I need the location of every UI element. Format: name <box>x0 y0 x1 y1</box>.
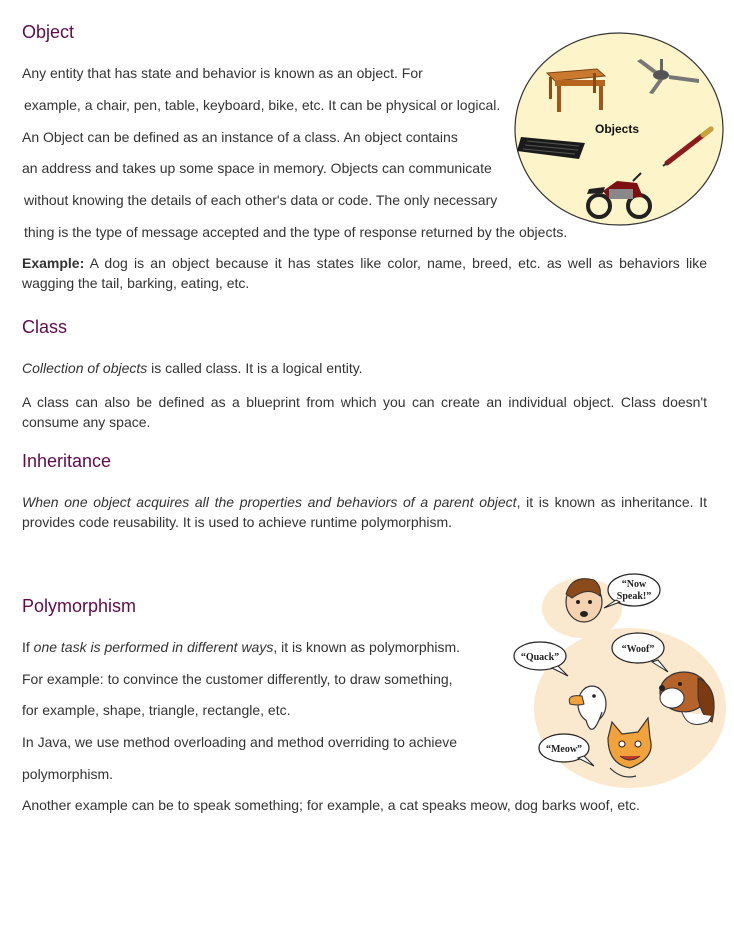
poly-line-4: In Java, we use method overloading and method overriding to achieve <box>22 734 458 750</box>
poly-l1-rest: , it is known as polymorphism. <box>273 639 461 655</box>
polymorphism-heading: Polymorphism <box>22 596 137 616</box>
poly-line-2: For example: to convince the customer differently, to draw something, <box>22 671 453 687</box>
meow-text: “Meow” <box>545 744 583 755</box>
class-p1-rest: is called class. It is a logical entity. <box>147 360 363 376</box>
object-line-4: an address and takes up some space in memory. Objects can communicate <box>22 160 492 176</box>
inheritance-heading: Inheritance <box>22 451 112 471</box>
object-line-3: An Object can be defined as an instance of a class. An object contains <box>22 129 458 145</box>
now-speak-line-2: Speak!” <box>616 591 652 602</box>
poly-l1-pre: If <box>22 639 34 655</box>
now-speak-line-1: “Now <box>621 579 647 590</box>
poly-line-3: for example, shape, triangle, rectangle, etc. <box>22 702 291 718</box>
object-example <box>22 253 707 293</box>
class-italic: Collection of objects <box>22 360 148 376</box>
class-paragraph-2: A class can also be defined as a blueprint from which you can create an individual object. Class doesn't consume any space. <box>22 394 707 430</box>
object-line-5: without knowing the details of each other's data or code. The only necessary <box>24 192 498 208</box>
now-speak-bubble <box>604 574 660 608</box>
class-heading: Class <box>22 317 68 337</box>
example-text: A dog is an object because it has states like color, name, breed, etc. as well as behaviors like wagging the tail, barking, eating, etc. <box>22 255 707 291</box>
inheritance-paragraph <box>22 492 707 532</box>
object-line-6: thing is the type of message accepted and the type of response returned by the objects. <box>24 224 568 240</box>
person-face-icon <box>566 579 602 622</box>
poly-line-6: Another example can be to speak something; for example, a cat speaks meow, dog barks woof, etc. <box>22 797 640 813</box>
poly-line-5: polymorphism. <box>22 766 114 782</box>
object-heading: Object <box>22 22 75 42</box>
poly-l1-italic: one task is performed in different ways <box>33 639 274 655</box>
polymorphism-illustration <box>512 572 726 788</box>
objects-illustration <box>513 31 725 227</box>
inheritance-italic: When one object acquires all the properties and behaviors of a parent object <box>22 494 517 510</box>
example-label: Example: <box>22 255 85 271</box>
class-paragraph-1 <box>22 358 707 378</box>
quack-text: “Quack” <box>520 652 560 663</box>
objects-label: Objects <box>594 122 640 136</box>
object-line-2: example, a chair, pen, table, keyboard, bike, etc. It can be physical or logical. <box>24 97 501 113</box>
inheritance-rest: , it is known as inheritance. It provides code reusability. It is used to achieve runtime polymorphism. <box>22 494 707 530</box>
poly-line-1 <box>22 637 460 657</box>
woof-text: “Woof” <box>621 644 655 655</box>
object-line-1: Any entity that has state and behavior is known as an object. For <box>22 65 423 81</box>
quack-bubble <box>514 642 568 676</box>
